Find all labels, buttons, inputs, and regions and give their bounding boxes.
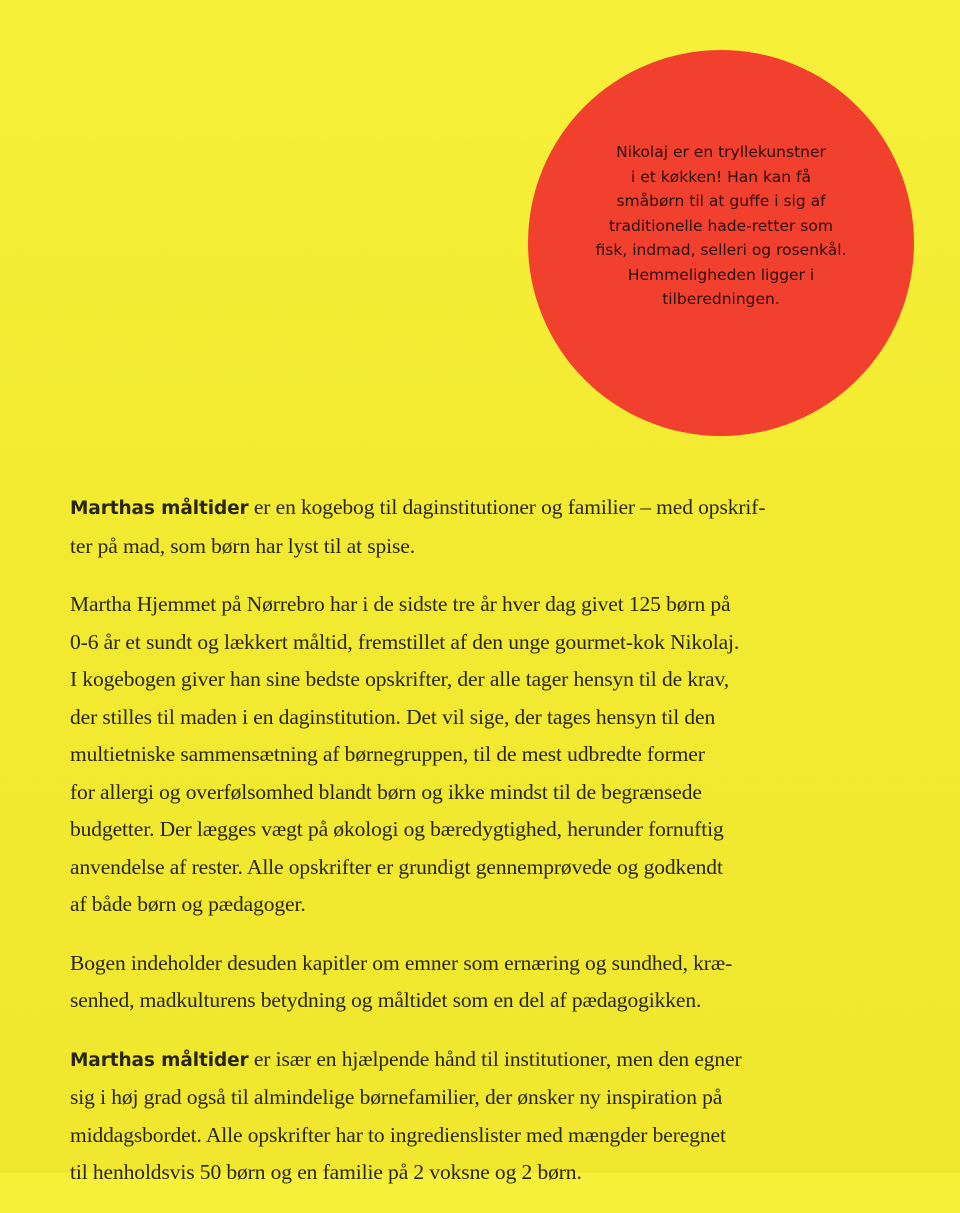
paragraph-chapters bbox=[70, 945, 910, 1020]
book-title-bold: Marthas måltider bbox=[70, 1049, 249, 1071]
sticker-line: traditionelle hade-retter som bbox=[609, 216, 833, 235]
text-line: til henholdsvis 50 børn og en familie på 2 voksne og 2 børn. bbox=[70, 1160, 582, 1184]
text-line: I kogebogen giver han sine bedste opskrifter, der alle tager hensyn til de krav, bbox=[70, 667, 730, 691]
sticker-text bbox=[596, 140, 847, 312]
text-line: multietniske sammensætning af børnegruppen, til de mest udbredte former bbox=[70, 742, 705, 766]
paragraph-intro bbox=[70, 489, 910, 565]
sticker-line: småbørn til at guffe i sig af bbox=[616, 192, 826, 211]
back-cover-body-text bbox=[70, 489, 910, 1213]
sticker-line: tilberedningen. bbox=[662, 290, 780, 309]
sticker-line: Hemmeligheden ligger i bbox=[627, 265, 815, 284]
sticker-line: i et køkken! Han kan få bbox=[631, 167, 811, 186]
red-circle-sticker bbox=[528, 50, 914, 436]
text-line: Bogen indeholder desuden kapitler om emner som ernæring og sundhed, kræ- bbox=[70, 950, 733, 975]
text-line: Marthas måltider er en kogebog til daginstitutioner og familier – med opskrif- bbox=[70, 495, 766, 519]
sticker-line: Nikolaj er en tryllekunstner bbox=[616, 143, 826, 162]
text-line: 0-6 år et sundt og lækkert måltid, fremstillet af den unge gourmet-kok Nikolaj. bbox=[70, 629, 740, 654]
paragraph-description bbox=[70, 586, 910, 924]
text-line: senhed, madkulturens betydning og måltidet som en del af pædagogikken. bbox=[70, 988, 702, 1012]
text-line: Martha Hjemmet på Nørrebro har i de sidste tre år hver dag givet 125 børn på bbox=[70, 592, 731, 616]
text-line: sig i høj grad også til almindelige børnefamilier, der ønsker ny inspiration på bbox=[70, 1085, 723, 1109]
text-line: der stilles til maden i en daginstitution. Det vil sige, der tages hensyn til den bbox=[70, 704, 716, 729]
book-title-bold: Marthas måltider bbox=[70, 498, 249, 519]
text-line: budgetter. Der lægges vægt på økologi og bæredygtighed, herunder fornuftig bbox=[70, 817, 724, 841]
sticker-line: fisk, indmad, selleri og rosenkål. bbox=[595, 241, 847, 260]
text-line: ter på mad, som børn har lyst til at spise. bbox=[70, 533, 416, 558]
text-line: anvendelse af rester. Alle opskrifter er grundigt gennemprøvede og godkendt bbox=[70, 854, 723, 879]
text-line: middagsbordet. Alle opskrifter har to ingredienslister med mængder beregnet bbox=[70, 1122, 726, 1147]
text-line: Marthas måltider er især en hjælpende hånd til institutioner, men den egner bbox=[70, 1046, 742, 1071]
paragraph-audience bbox=[70, 1041, 910, 1192]
text-line: for allergi og overfølsomhed blandt børn og ikke mindst til de begrænsede bbox=[70, 779, 702, 804]
text-line: af både børn og pædagoger. bbox=[70, 892, 306, 916]
